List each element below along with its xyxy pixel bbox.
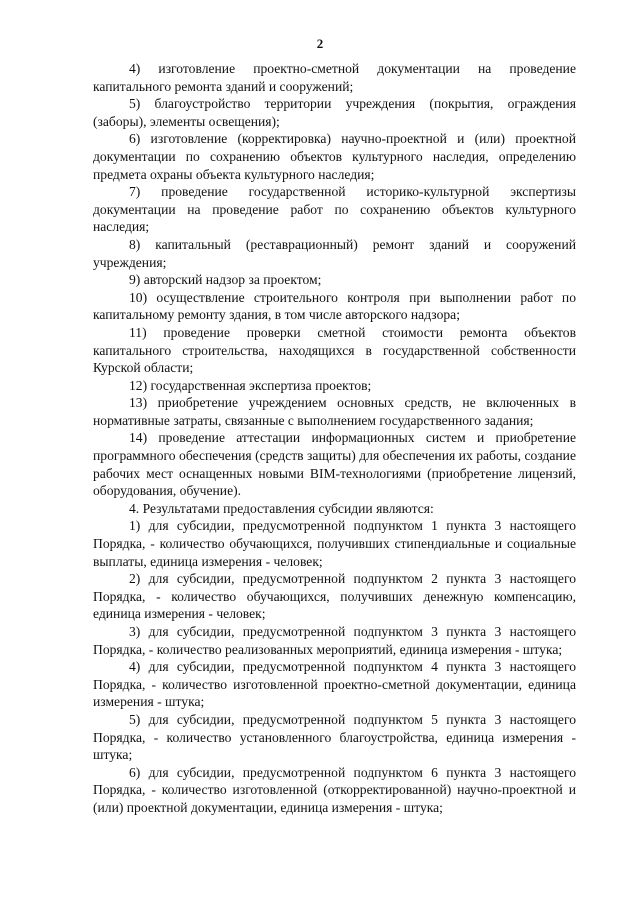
- document-body: [93, 60, 576, 817]
- list-item-13-fixed-assets: 13) приобретение учреждением основных средств, не включенных в нормативные затраты, связанные с выполнением государственного задания;: [93, 395, 576, 428]
- list-item-4-design-documentation: 4) изготовление проектно-сметной документации на проведение капитального ремонта зданий и сооружений;: [93, 61, 576, 94]
- page-number: 2: [316, 36, 324, 51]
- result-item-6: 6) для субсидии, предусмотренной подпунктом 6 пункта 3 настоящего Порядка, - количество изготовленной (откорректированной) научно-проектной и (или) проектной документации, единица измерения - штука;: [93, 764, 576, 815]
- list-item-9-author-supervision: 9) авторский надзор за проектом;: [129, 272, 322, 288]
- list-item-12-state-expertise: 12) государственная экспертиза проектов;: [129, 377, 372, 393]
- list-item-5-landscaping: 5) благоустройство территории учреждения (покрытия, ограждения (заборы), элементы освещения);: [93, 96, 576, 129]
- list-item-7-heritage-expertise: 7) проведение государственной историко-культурной экспертизы документации на проведение работ по сохранению объектов культурного наследия;: [93, 184, 576, 235]
- list-item-14-info-systems: 14) проведение аттестации информационных систем и приобретение программного обеспечения (средств защиты) для обеспечения их работы, создание рабочих мест оснащенных новыми BIM-технологиями (приобретение лицензий, оборудования, обучение).: [93, 430, 576, 499]
- list-item-11-estimate-verification: 11) проведение проверки сметной стоимости ремонта объектов капитального строительства, находящихся в государственной собственности Курской области;: [93, 324, 576, 376]
- result-item-4: 4) для субсидии, предусмотренной подпунктом 4 пункта 3 настоящего Порядка, - количество изготовленной проектно-сметной документации, единица измерения - штука;: [93, 659, 576, 710]
- result-item-1: 1) для субсидии, предусмотренной подпунктом 1 пункта 3 настоящего Порядка, - количество обучающихся, получивших стипендиальные и социальные выплаты, единица измерения - человек;: [93, 518, 576, 569]
- list-item-10-construction-control: 10) осуществление строительного контроля при выполнении работ по капитальному ремонту здания, в том числе авторского надзора;: [93, 289, 576, 323]
- section-4-heading: 4. Результатами предоставления субсидии являются:: [129, 500, 434, 516]
- list-item-6-heritage-project-docs: 6) изготовление (корректировка) научно-проектной и (или) проектной документации по сохранению объектов культурного наследия, определению предмета охраны объекта культурного наследия;: [93, 131, 576, 182]
- result-item-3: 3) для субсидии, предусмотренной подпунктом 3 пункта 3 настоящего Порядка, - количество реализованных мероприятий, единица измерения - штука;: [93, 624, 576, 657]
- result-item-5: 5) для субсидии, предусмотренной подпунктом 5 пункта 3 настоящего Порядка, - количество установленного благоустройства, единица измерения - штука;: [93, 711, 576, 763]
- list-item-8-capital-repair: 8) капитальный (реставрационный) ремонт зданий и сооружений учреждения;: [93, 236, 576, 270]
- result-item-2: 2) для субсидии, предусмотренной подпунктом 2 пункта 3 настоящего Порядка, - количество обучающихся, получивших денежную компенсацию, единица измерения - человек;: [93, 571, 576, 622]
